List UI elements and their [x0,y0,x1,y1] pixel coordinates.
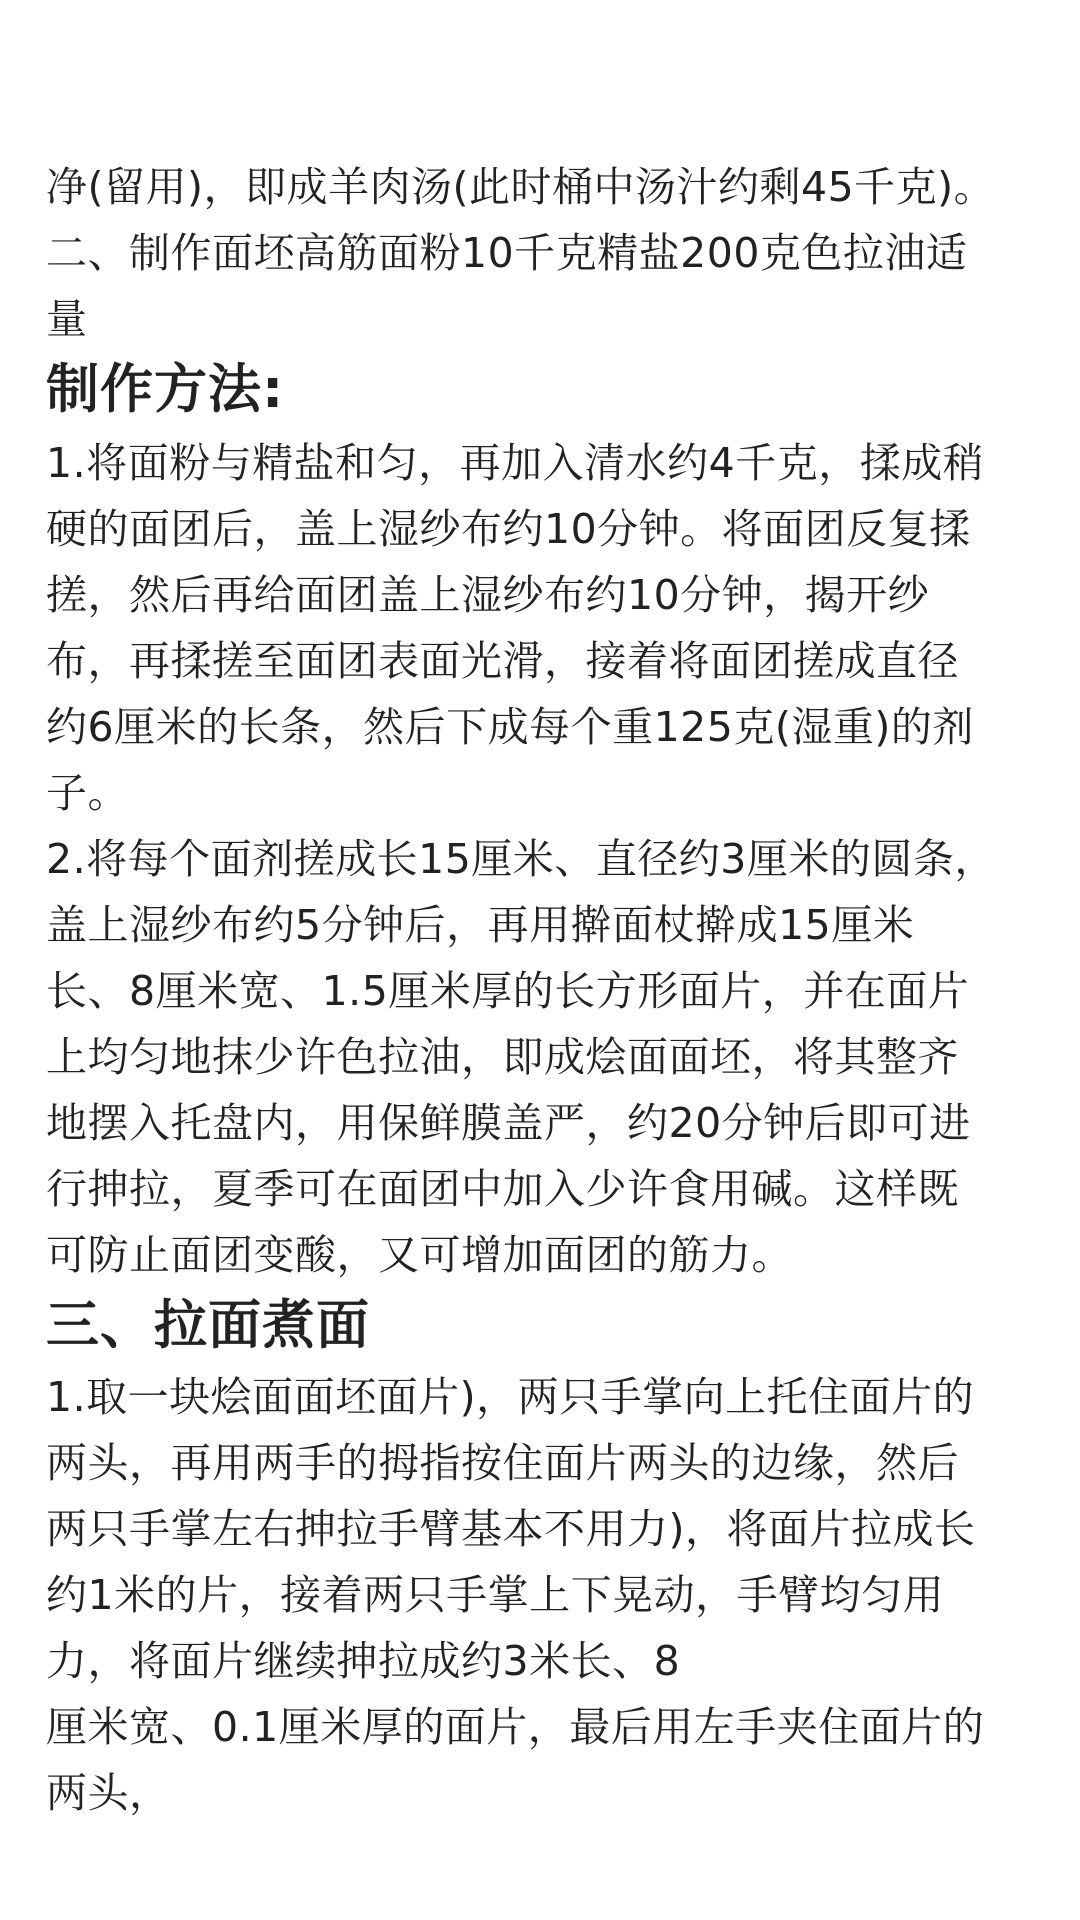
section-3-heading: 三、拉面煮面 [46,1295,370,1356]
step-2-paragraph: 2.将每个面剂搓成长15厘米、直径约3厘米的圆条， 盖上湿纱布约5分钟后，再用擀面杖擀成15厘米 长、8厘米宽、1.5厘米厚的长方形面片，并在面片 上均匀地抹少许色拉油，即成烩面面坯，将其整齐 地摆入托盘内，用保鲜膜盖严，约20分钟后即可进 行抻拉，夏季可在面团中加入少许食用碱。这样既 可防止面团变酸，又可增加面团的筋力。 [46,835,996,1279]
section-3-step-1-paragraph: 1.取一块烩面面坯面片)，两只手掌向上托住面片的 两头，再用两手的拇指按住面片两头的边缘，然后 两只手掌左右抻拉手臂基本不用力)，将面片拉成长 约1米的片，接着两只手掌上下晃动，手臂均匀用 力，将面片继续抻拉成约3米长、8 厘米宽、0.1厘米厚的面片，最后用左手夹住面片的 两头， [46,1373,985,1817]
step-1-paragraph: 1.将面粉与精盐和匀，再加入清水约4千克，揉成稍 硬的面团后，盖上湿纱布约10分钟。将面团反复揉 搓，然后再给面团盖上湿纱布约10分钟，揭开纱 布，再揉搓至面团表面光滑，接着将面团搓成直径 约6厘米的长条，然后下成每个重125克(湿重)的剂 子。 [46,439,985,817]
intro-paragraph: 净(留用)，即成羊肉汤(此时桶中汤汁约剩45千克)。 二、制作面坯高筋面粉10千克精盐200克色拉油适 量 [46,163,996,343]
method-heading: 制作方法: [46,359,285,420]
recipe-text-body [46,154,1036,1826]
